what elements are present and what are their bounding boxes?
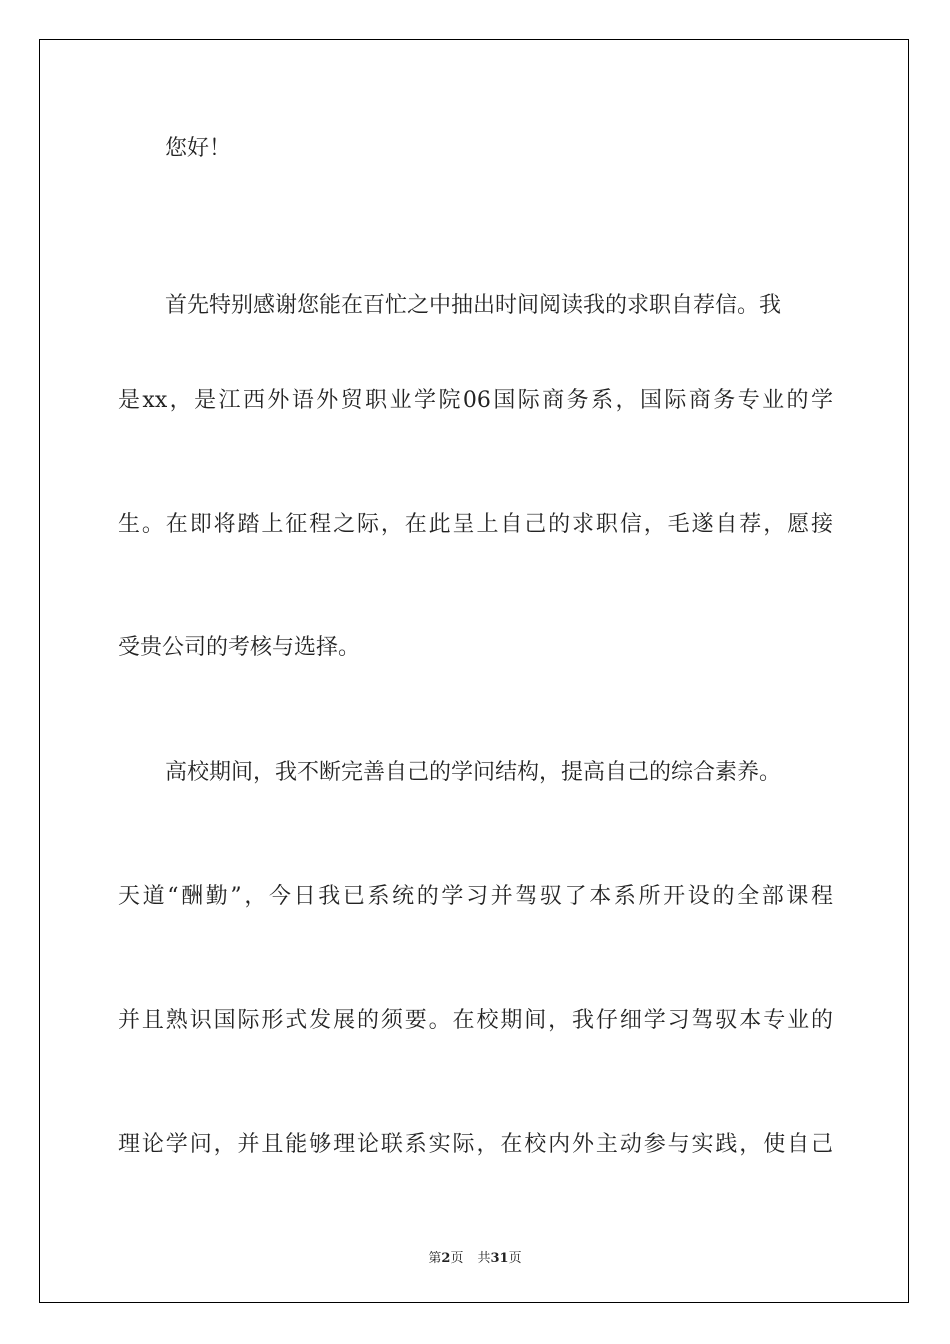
page-footer [40, 1247, 910, 1266]
body-line-1: 首先特别感谢您能在百忙之中抽出时间阅读我的求职自荐信。我 [165, 293, 782, 318]
body-line-4: 受贵公司的考核与选择。 [118, 635, 361, 660]
body-line-3: 生。在即将踏上征程之际，在此呈上自己的求职信，毛遂自荐，愿接 [118, 512, 833, 537]
total-prefix: 共 [477, 1251, 491, 1266]
body-line-2: 是xx，是江西外语外贸职业学院06国际商务系，国际商务专业的学 [118, 388, 833, 413]
total-suffix: 页 [508, 1251, 522, 1266]
body-line-6: 天道“酬勤”，今日我已系统的学习并驾驭了本系所开设的全部课程 [118, 884, 833, 909]
page-prefix: 第 [428, 1251, 442, 1266]
body-line-8: 理论学问，并且能够理论联系实际，在校内外主动参与实践，使自己 [118, 1132, 833, 1157]
body-line-5: 高校期间，我不断完善自己的学问结构，提高自己的综合素养。 [165, 760, 782, 785]
greeting-line: 您好！ [165, 136, 232, 161]
document-page [39, 39, 909, 1303]
body-line-7: 并且熟识国际形式发展的须要。在校期间，我仔细学习驾驭本专业的 [118, 1008, 833, 1033]
total-pages: 31 [490, 1251, 509, 1266]
page-suffix: 页 [450, 1251, 464, 1266]
page-number: 2 [441, 1251, 451, 1266]
